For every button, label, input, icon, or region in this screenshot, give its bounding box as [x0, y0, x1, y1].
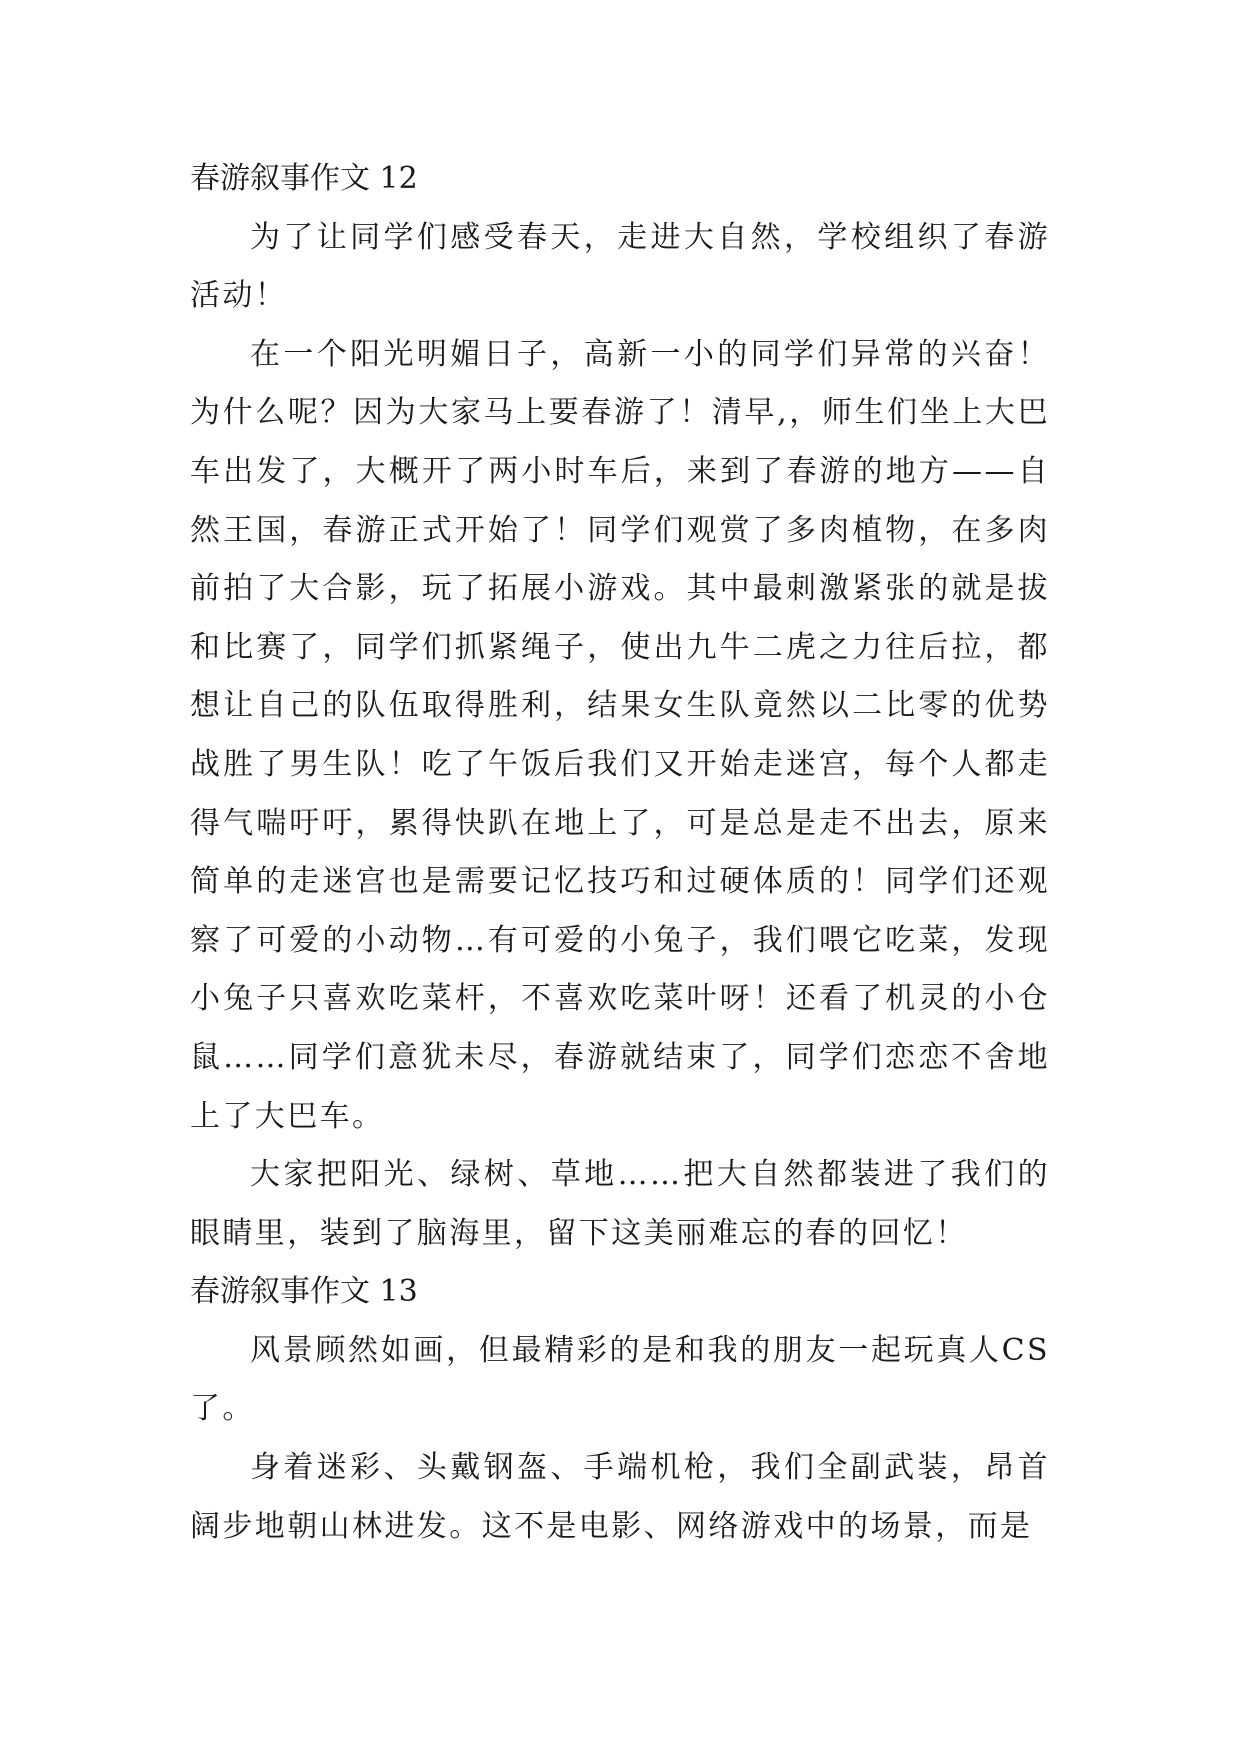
essay-paragraph: 在一个阳光明媚日子，高新一小的同学们异常的兴奋！为什么呢？因为大家马上要春游了！清早,，师生们坐上大巴车出发了，大概开了两小时车后，来到了春游的地方——自然王国，春游正式开始了！同学们观赏了多肉植物，在多肉前拍了大合影，玩了拓展小游戏。其中最刺激紧张的就是拔和比赛了，同学们抓紧绳子，使出九牛二虎之力往后拉，都想让自己的队伍取得胜利，结果女生队竟然以二比零的优势战胜了男生队！吃了午饭后我们又开始走迷宫，每个人都走得气喘吁吁，累得快趴在地上了，可是总是走不出去，原来简单的走迷宫也是需要记忆技巧和过硬体质的！同学们还观察了可爱的小动物…有可爱的小兔子，我们喂它吃菜，发现小兔子只喜欢吃菜杆，不喜欢吃菜叶呀！还看了机灵的小仓鼠……同学们意犹未尽，春游就结束了，同学们恋恋不舍地上了大巴车。 [190, 336, 1050, 1134]
essay-paragraph: 风景顾然如画，但最精彩的是和我的朋友一起玩真人CS了。 [190, 1332, 1050, 1427]
essay-section-12 [190, 150, 1050, 1263]
essay-paragraph: 为了让同学们感受春天，走进大自然，学校组织了春游活动！ [190, 219, 1050, 314]
essay-section-13 [190, 1263, 1050, 1556]
essay-title: 春游叙事作文 13 [190, 1274, 418, 1310]
document-page [190, 150, 1050, 1556]
essay-title: 春游叙事作文 12 [190, 161, 418, 196]
essay-paragraph: 身着迷彩、头戴钢盔、手端机枪，我们全副武装，昂首阔步地朝山林进发。这不是电影、网络游戏中的场景，而是 [190, 1450, 1050, 1544]
essay-paragraph: 大家把阳光、绿树、草地……把大自然都装进了我们的眼睛里，装到了脑海里，留下这美丽难忘的春的回忆！ [190, 1157, 1050, 1251]
